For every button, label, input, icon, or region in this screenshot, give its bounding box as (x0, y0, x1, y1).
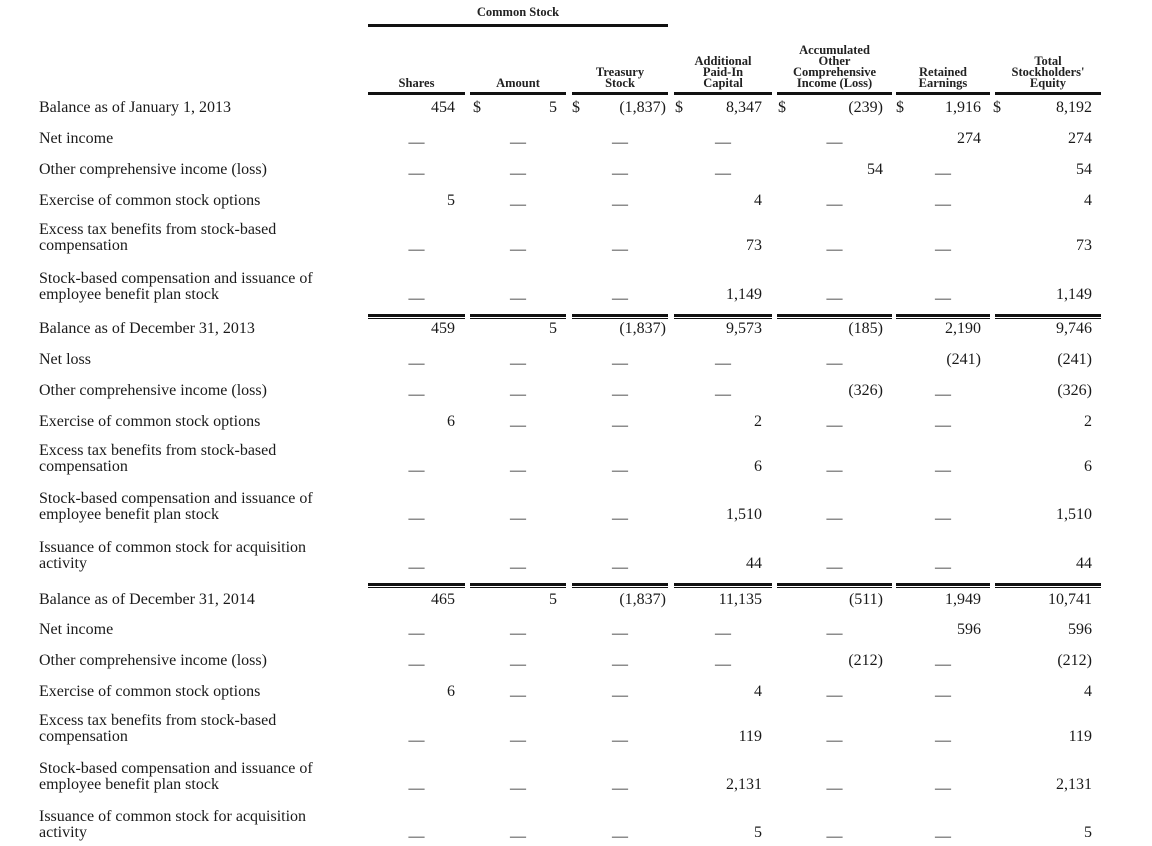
subtotal-rule (368, 314, 465, 317)
column-header: Total Stockholders' Equity (1011, 54, 1085, 90)
row-label: Exercise of common stock options (39, 683, 261, 700)
value-cell: 4 (1084, 683, 1092, 700)
empty-cell-dash: — (935, 165, 951, 182)
empty-cell-dash: — (510, 241, 526, 258)
value-cell: 6 (447, 683, 455, 700)
row-label: Balance as of December 31, 2013 (39, 320, 255, 337)
value-cell: (212) (1057, 652, 1092, 669)
row-label: Other comprehensive income (loss) (39, 161, 267, 178)
value-cell: 274 (957, 130, 981, 147)
value-cell: 2,131 (726, 776, 762, 793)
empty-cell-dash: — (826, 510, 843, 527)
empty-cell-dash: — (612, 732, 628, 749)
column-header: Retained Earnings (918, 65, 968, 90)
empty-cell-dash: — (612, 462, 628, 479)
empty-cell-dash: — (935, 290, 951, 307)
empty-cell-dash: — (935, 196, 951, 213)
empty-cell-dash: — (935, 687, 951, 704)
value-cell: (239) (848, 99, 883, 116)
value-cell: 11,135 (718, 591, 762, 608)
empty-cell-dash: — (935, 386, 951, 403)
empty-cell-dash: — (715, 355, 731, 372)
empty-cell-dash: — (612, 656, 628, 673)
empty-cell-dash: — (826, 355, 843, 372)
row-label: Other comprehensive income (loss) (39, 652, 267, 669)
subtotal-rule (995, 587, 1101, 588)
value-cell: 44 (746, 555, 762, 572)
value-cell: 465 (431, 591, 455, 608)
currency-symbol: $ (896, 99, 904, 116)
empty-cell-dash: — (935, 732, 951, 749)
empty-cell-dash: — (826, 462, 843, 479)
empty-cell-dash: — (715, 165, 731, 182)
row-label: Other comprehensive income (loss) (39, 382, 267, 399)
subtotal-rule (896, 587, 990, 588)
empty-cell-dash: — (826, 780, 843, 797)
common-stock-group-header: Common Stock (476, 5, 560, 19)
value-cell: (1,837) (619, 591, 666, 608)
empty-cell-dash: — (935, 462, 951, 479)
empty-cell-dash: — (510, 510, 526, 527)
empty-cell-dash: — (612, 510, 628, 527)
currency-symbol: $ (473, 99, 481, 116)
value-cell: (241) (946, 351, 981, 368)
empty-cell-dash: — (612, 196, 628, 213)
empty-cell-dash: — (510, 780, 526, 797)
column-header: Amount (496, 76, 540, 90)
value-cell: (1,837) (619, 99, 666, 116)
row-label: Excess tax benefits from stock-based compensation (39, 221, 277, 254)
value-cell: 9,746 (1056, 320, 1092, 337)
empty-cell-dash: — (408, 732, 425, 749)
value-cell: 8,192 (1056, 99, 1092, 116)
value-cell: (511) (848, 591, 883, 608)
value-cell: 5 (754, 824, 762, 841)
empty-cell-dash: — (510, 165, 526, 182)
row-label: Issuance of common stock for acquisition activity (39, 808, 307, 841)
subtotal-rule (896, 318, 990, 319)
subtotal-rule (777, 314, 892, 317)
subtotal-rule (368, 583, 465, 586)
value-cell: 1,149 (726, 286, 762, 303)
empty-cell-dash: — (826, 241, 843, 258)
empty-cell-dash: — (612, 780, 628, 797)
value-cell: 1,510 (726, 506, 762, 523)
empty-cell-dash: — (408, 134, 425, 151)
empty-cell-dash: — (612, 559, 628, 576)
column-header: Accumulated Other Comprehensive Income (Loss) (792, 43, 877, 90)
empty-cell-dash: — (935, 828, 951, 845)
currency-symbol: $ (993, 99, 1001, 116)
empty-cell-dash: — (612, 355, 628, 372)
empty-cell-dash: — (715, 625, 731, 642)
row-label: Excess tax benefits from stock-based compensation (39, 442, 277, 475)
empty-cell-dash: — (826, 625, 843, 642)
empty-cell-dash: — (510, 625, 526, 642)
empty-cell-dash: — (935, 510, 951, 527)
value-cell: 5 (549, 591, 557, 608)
value-cell: 5 (1084, 824, 1092, 841)
empty-cell-dash: — (612, 417, 628, 434)
empty-cell-dash: — (612, 241, 628, 258)
column-header-rule (777, 92, 892, 95)
empty-cell-dash: — (715, 656, 731, 673)
empty-cell-dash: — (826, 134, 843, 151)
empty-cell-dash: — (510, 559, 526, 576)
value-cell: 5 (447, 192, 455, 209)
empty-cell-dash: — (510, 417, 526, 434)
currency-symbol: $ (572, 99, 580, 116)
subtotal-rule (995, 318, 1101, 319)
empty-cell-dash: — (826, 196, 843, 213)
row-label: Net income (39, 621, 114, 638)
column-header: Shares (398, 76, 435, 90)
empty-cell-dash: — (826, 559, 843, 576)
empty-cell-dash: — (612, 165, 628, 182)
value-cell: 54 (867, 161, 883, 178)
value-cell: 1,510 (1056, 506, 1092, 523)
subtotal-rule (995, 314, 1101, 317)
value-cell: 6 (447, 413, 455, 430)
empty-cell-dash: — (715, 134, 731, 151)
row-label: Exercise of common stock options (39, 413, 261, 430)
column-header-rule (572, 92, 668, 95)
empty-cell-dash: — (935, 241, 951, 258)
empty-cell-dash: — (935, 559, 951, 576)
empty-cell-dash: — (715, 386, 731, 403)
empty-cell-dash: — (408, 462, 425, 479)
currency-symbol: $ (778, 99, 786, 116)
empty-cell-dash: — (935, 780, 951, 797)
subtotal-rule (470, 587, 566, 588)
empty-cell-dash: — (408, 559, 425, 576)
subtotal-rule (572, 318, 668, 319)
column-header: Treasury Stock (595, 65, 645, 90)
subtotal-rule (777, 318, 892, 319)
empty-cell-dash: — (612, 828, 628, 845)
value-cell: 2,190 (945, 320, 981, 337)
empty-cell-dash: — (612, 625, 628, 642)
subtotal-rule (896, 314, 990, 317)
subtotal-rule (674, 583, 772, 586)
empty-cell-dash: — (510, 355, 526, 372)
empty-cell-dash: — (408, 241, 425, 258)
subtotal-rule (470, 583, 566, 586)
subtotal-rule (674, 318, 772, 319)
empty-cell-dash: — (510, 656, 526, 673)
value-cell: 6 (754, 458, 762, 475)
column-header-rule (995, 92, 1101, 95)
value-cell: 54 (1076, 161, 1092, 178)
value-cell: 2,131 (1056, 776, 1092, 793)
subtotal-rule (368, 318, 465, 319)
empty-cell-dash: — (612, 687, 628, 704)
currency-symbol: $ (675, 99, 683, 116)
subtotal-rule (674, 587, 772, 588)
value-cell: 2 (754, 413, 762, 430)
subtotal-rule (896, 583, 990, 586)
empty-cell-dash: — (408, 386, 425, 403)
value-cell: (326) (848, 382, 883, 399)
empty-cell-dash: — (408, 828, 425, 845)
value-cell: 73 (1076, 237, 1092, 254)
row-label: Issuance of common stock for acquisition activity (39, 539, 307, 572)
value-cell: 1,916 (945, 99, 981, 116)
value-cell: 5 (549, 320, 557, 337)
value-cell: 10,741 (1048, 591, 1092, 608)
value-cell: (212) (848, 652, 883, 669)
subtotal-rule (572, 583, 668, 586)
value-cell: 596 (957, 621, 981, 638)
empty-cell-dash: — (612, 134, 628, 151)
row-label: Net loss (39, 351, 91, 368)
column-header-rule (368, 92, 465, 95)
empty-cell-dash: — (408, 656, 425, 673)
row-label: Stock-based compensation and issuance of employee benefit plan stock (39, 490, 313, 523)
empty-cell-dash: — (408, 780, 425, 797)
value-cell: 596 (1068, 621, 1092, 638)
empty-cell-dash: — (510, 290, 526, 307)
value-cell: 1,149 (1056, 286, 1092, 303)
row-label: Balance as of January 1, 2013 (39, 99, 231, 116)
row-label: Balance as of December 31, 2014 (39, 591, 255, 608)
column-header-rule (470, 92, 566, 95)
subtotal-rule (470, 318, 566, 319)
value-cell: 459 (431, 320, 455, 337)
value-cell: (241) (1057, 351, 1092, 368)
value-cell: 4 (1084, 192, 1092, 209)
empty-cell-dash: — (510, 462, 526, 479)
subtotal-rule (995, 583, 1101, 586)
empty-cell-dash: — (826, 828, 843, 845)
value-cell: 6 (1084, 458, 1092, 475)
value-cell: 4 (754, 192, 762, 209)
empty-cell-dash: — (826, 290, 843, 307)
empty-cell-dash: — (935, 417, 951, 434)
empty-cell-dash: — (408, 355, 425, 372)
row-label: Excess tax benefits from stock-based compensation (39, 712, 277, 745)
value-cell: 454 (431, 99, 455, 116)
row-label: Stock-based compensation and issuance of employee benefit plan stock (39, 760, 313, 793)
value-cell: 73 (746, 237, 762, 254)
subtotal-rule (572, 314, 668, 317)
value-cell: 274 (1068, 130, 1092, 147)
subtotal-rule (368, 587, 465, 588)
empty-cell-dash: — (826, 687, 843, 704)
empty-cell-dash: — (510, 386, 526, 403)
empty-cell-dash: — (510, 687, 526, 704)
empty-cell-dash: — (510, 196, 526, 213)
empty-cell-dash: — (408, 290, 425, 307)
value-cell: 9,573 (726, 320, 762, 337)
empty-cell-dash: — (612, 290, 628, 307)
common-stock-group-rule (368, 24, 668, 27)
row-label: Exercise of common stock options (39, 192, 261, 209)
value-cell: 119 (738, 728, 762, 745)
value-cell: (1,837) (619, 320, 666, 337)
row-label: Net income (39, 130, 114, 147)
value-cell: 4 (754, 683, 762, 700)
value-cell: 5 (549, 99, 557, 116)
subtotal-rule (572, 587, 668, 588)
column-header: Additional Paid-In Capital (694, 54, 752, 90)
subtotal-rule (777, 583, 892, 586)
row-label: Stock-based compensation and issuance of employee benefit plan stock (39, 270, 313, 303)
value-cell: (185) (848, 320, 883, 337)
empty-cell-dash: — (826, 732, 843, 749)
value-cell: 44 (1076, 555, 1092, 572)
empty-cell-dash: — (408, 165, 425, 182)
value-cell: 1,949 (945, 591, 981, 608)
subtotal-rule (674, 314, 772, 317)
subtotal-rule (470, 314, 566, 317)
value-cell: (326) (1057, 382, 1092, 399)
empty-cell-dash: — (510, 732, 526, 749)
empty-cell-dash: — (935, 656, 951, 673)
value-cell: 8,347 (726, 99, 762, 116)
value-cell: 2 (1084, 413, 1092, 430)
empty-cell-dash: — (510, 828, 526, 845)
value-cell: 119 (1068, 728, 1092, 745)
empty-cell-dash: — (612, 386, 628, 403)
empty-cell-dash: — (408, 625, 425, 642)
subtotal-rule (777, 587, 892, 588)
empty-cell-dash: — (510, 134, 526, 151)
column-header-rule (674, 92, 772, 95)
empty-cell-dash: — (826, 417, 843, 434)
column-header-rule (896, 92, 990, 95)
empty-cell-dash: — (408, 510, 425, 527)
